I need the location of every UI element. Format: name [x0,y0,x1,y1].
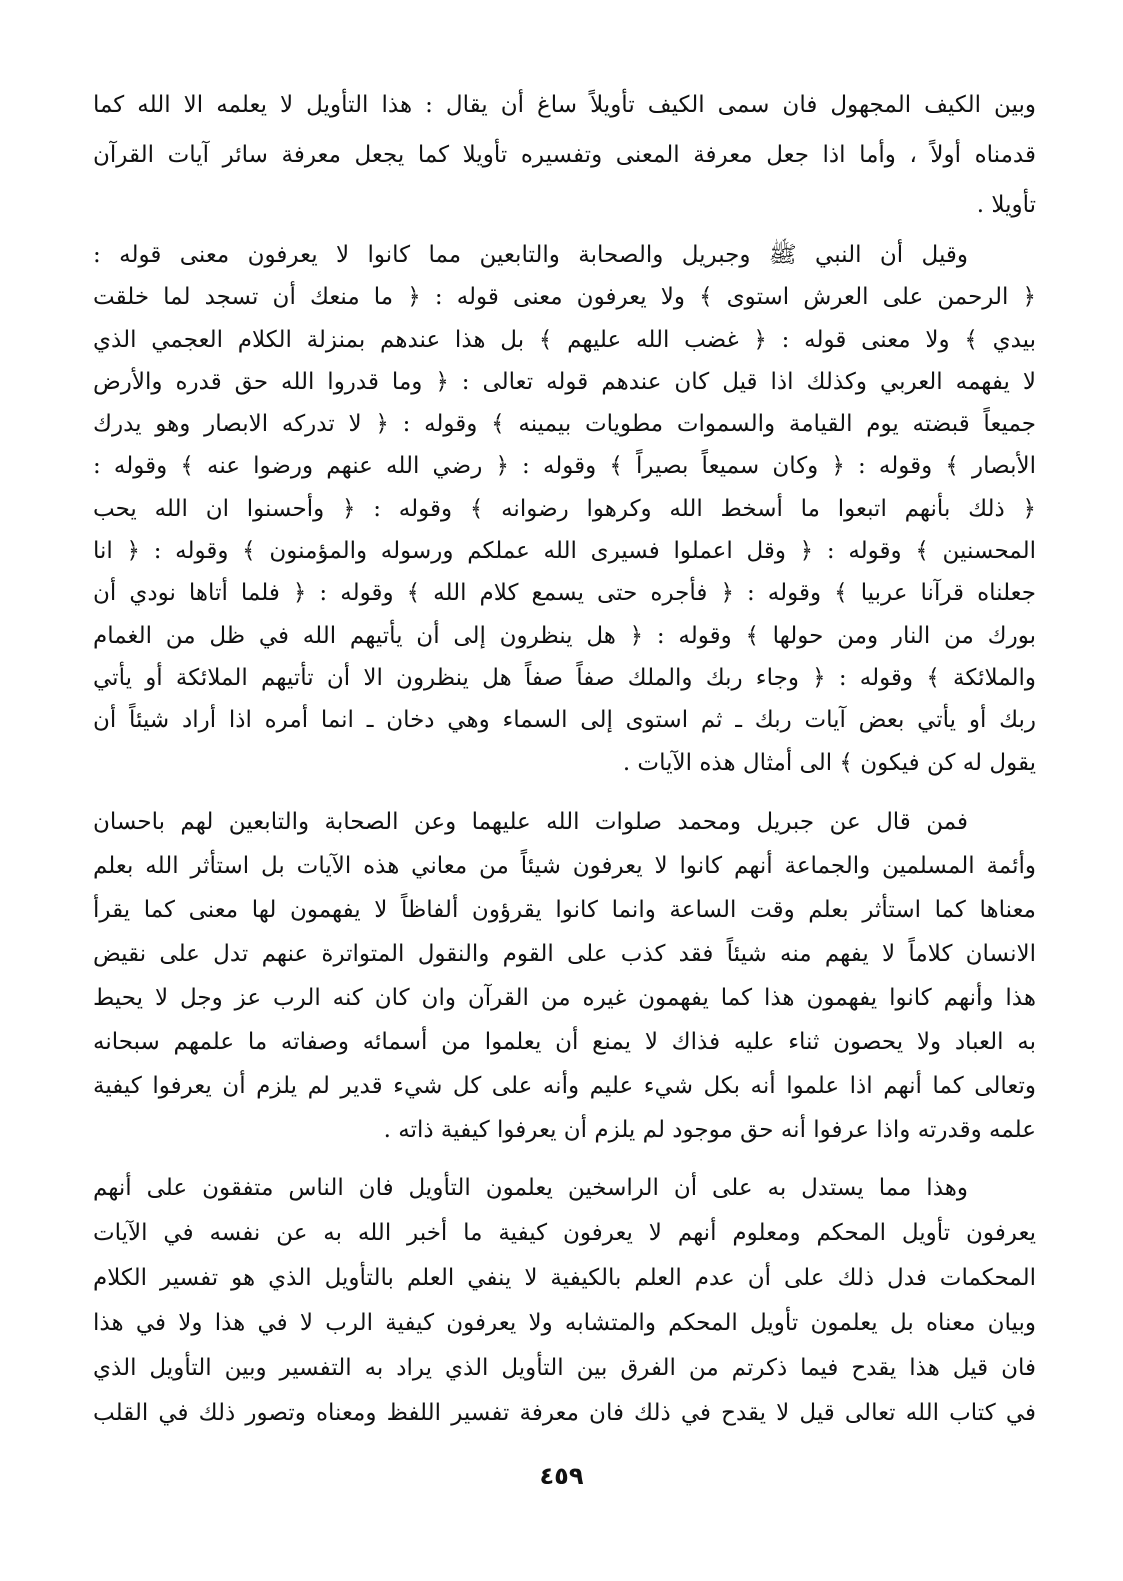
text-line: يعرفون تأويل المحكم ومعلوم أنهم لا يعرفون كيفية ما أخبر الله به عن نفسه في الآيات [93,1220,1036,1246]
text-line: قدمناه أولاً ، وأما اذا جعل معرفة المعنى وتفسيره تأويلا كما يجعل معرفة سائر آيات القرآن [93,142,1036,168]
paragraph-1 [93,80,1036,230]
text-line: ﴿ ذلك بأنهم اتبعوا ما أسخط الله وكرهوا رضوانه ﴾ وقوله : ﴿ وأحسنوا ان الله يحب [93,495,1036,522]
text-line: الأبصار ﴾ وقوله : ﴿ وكان سميعاً بصيراً ﴾ وقوله : ﴿ رضي الله عنهم ورضوا عنه ﴾ وقوله : [93,453,1036,480]
paragraph-4 [93,1166,1036,1436]
text-line: وبيان معناه بل يعلمون تأويل المحكم والمتشابه ولا يعرفون كيفية الرب لا في هذا ولا في هذا [93,1310,1036,1336]
text-line: المحكمات فدل ذلك على أن عدم العلم بالكيفية لا ينفي العلم بالتأويل الذي هو تفسير الكلام [93,1265,1036,1291]
text-line: وهذا مما يستدل به على أن الراسخين يعلمون التأويل فان الناس متفقون على أنهم [93,1175,968,1201]
text-line: جعلناه قرآنا عربيا ﴾ وقوله : ﴿ فأجره حتى يسمع كلام الله ﴾ وقوله : ﴿ فلما أتاها نودي أن [93,580,1036,607]
text-line: تأويلا . [976,192,1036,218]
text-line: في كتاب الله تعالى قيل لا يقدح في ذلك فان معرفة تفسير اللفظ ومعناه وتصور ذلك في القلب [93,1400,1036,1426]
text-line: لا يفهمه العربي وكذلك اذا قيل كان عندهم قوله تعالى : ﴿ وما قدروا الله حق قدره والأرض [93,368,1036,395]
text-line: جميعاً قبضته يوم القيامة والسموات مطويات بيمينه ﴾ وقوله : ﴿ لا تدركه الابصار وهو يدرك [93,411,1036,438]
paragraph-3 [93,800,1036,1152]
paragraph-2 [93,234,1036,784]
text-line: ربك أو يأتي بعض آيات ربك ـ ثم استوى إلى السماء وهي دخان ـ انما أمره اذا أراد شيئاً أن [93,707,1036,734]
text-line: يقول له كن فيكون ﴾ الى أمثال هذه الآيات . [622,749,1036,776]
text-line: والملائكة ﴾ وقوله : ﴿ وجاء ربك والملك صفاً صفاً هل ينظرون الا أن تأتيهم الملائكة أو يأتي [93,664,1036,691]
text-line: وتعالى كما أنهم اذا علموا أنه بكل شيء عليم وأنه على كل شيء قدير لم يلزم أن يعرفوا كيفية [93,1073,1036,1099]
text-line: علمه وقدرته واذا عرفوا أنه حق موجود لم يلزم أن يعرفوا كيفية ذاته . [383,1117,1036,1143]
text-line: بيدي ﴾ ولا معنى قوله : ﴿ غضب الله عليهم ﴾ بل هذا عندهم بمنزلة الكلام العجمي الذي [93,326,1036,353]
text-line: ﴿ الرحمن على العرش استوى ﴾ ولا يعرفون معنى قوله : ﴿ ما منعك أن تسجد لما خلقت [93,284,1036,311]
text-line: بورك من النار ومن حولها ﴾ وقوله : ﴿ هل ينظرون إلى أن يأتيهم الله في ظل من الغمام [93,622,1036,649]
text-line: وقيل أن النبي ﷺ وجبريل والصحابة والتابعين مما كانوا لا يعرفون معنى قوله : [93,242,968,268]
text-line: فمن قال عن جبريل ومحمد صلوات الله عليهما وعن الصحابة والتابعين لهم باحسان [93,809,968,835]
text-line: المحسنين ﴾ وقوله : ﴿ وقل اعملوا فسيرى الله عملكم ورسوله والمؤمنون ﴾ وقوله : ﴿ انا [93,538,1036,565]
text-line: وأئمة المسلمين والجماعة أنهم كانوا لا يعرفون شيئاً من معاني هذه الآيات بل استأثر الله بعلم [93,853,1036,879]
text-line: وبين الكيف المجهول فان سمى الكيف تأويلاً ساغ أن يقال : هذا التأويل لا يعلمه الا الله كما [93,92,1036,118]
text-line: هذا وأنهم كانوا يفهمون هذا كما يفهمون غيره من القرآن وان كان كنه الرب عز وجل لا يحيط [93,985,1036,1011]
text-line: معناها كما استأثر بعلم وقت الساعة وانما كانوا يقرؤون ألفاظاً لا يفهمون لها معنى كما يقرأ [93,897,1036,923]
page-number: ٤٥٩ [539,1462,584,1490]
text-line: الانسان كلاماً لا يفهم منه شيئاً فقد كذب على القوم والنقول المتواترة عنهم تدل على نقيض [93,941,1036,967]
text-line: به العباد ولا يحصون ثناء عليه فذاك لا يمنع أن يعلموا من أسمائه وصفاته ما علمهم سبحانه [93,1029,1036,1055]
text-line: فان قيل هذا يقدح فيما ذكرتم من الفرق بين التأويل الذي يراد به التفسير وبين التأويل الذي [93,1355,1036,1381]
